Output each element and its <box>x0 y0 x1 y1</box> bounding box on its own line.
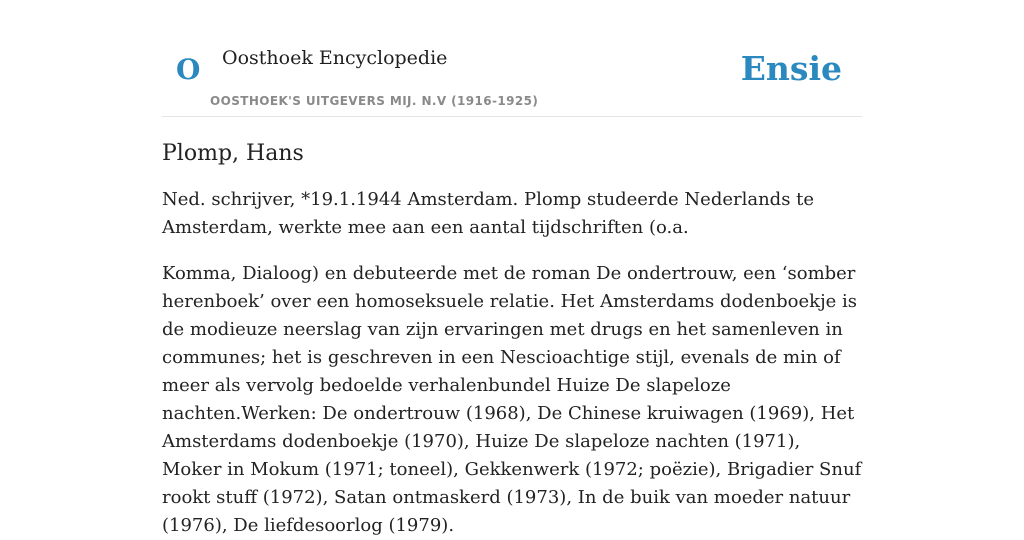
source-logo[interactable]: O <box>176 53 201 86</box>
entry-content <box>162 136 862 540</box>
source-header <box>162 0 862 117</box>
source-title-link[interactable]: Oosthoek Encyclopedie <box>222 47 448 69</box>
entry-paragraph-2: Komma, Dialoog) en debuteerde met de roman De ondertrouw, een ‘somber herenboek’ over een homoseksuele relatie. Het Amsterdams dodenboekje is de modieuze neerslag van zijn ervaringen met drugs en het samenleven in communes; het is geschreven in een Nescioachtige stijl, evenals de min of meer als vervolg bedoelde verhalenbundel Huize De slapeloze nachten.Werken: De ondertrouw (1968), De Chinese kruiwagen (1969), Het Amsterdams dodenboekje (1970), Huize De slapeloze nachten (1971), Moker in Mokum (1971; toneel), Gekkenwerk (1972; poëzie), Brigadier Snuf rookt stuff (1972), Satan ontmaskerd (1973), In de buik van moeder natuur (1976), De liefdesoorlog (1979). <box>162 263 862 536</box>
source-subtitle: OOSTHOEK'S UITGEVERS MIJ. N.V (1916-1925) <box>210 94 539 108</box>
brand-logo-link[interactable]: Ensie <box>740 49 842 88</box>
entry-title: Plomp, Hans <box>162 141 304 166</box>
entry-paragraph-1: Ned. schrijver, *19.1.1944 Amsterdam. Plomp studeerde Nederlands te Amsterdam, werkte mee aan een aantal tijdschriften (o.a. <box>162 189 815 238</box>
